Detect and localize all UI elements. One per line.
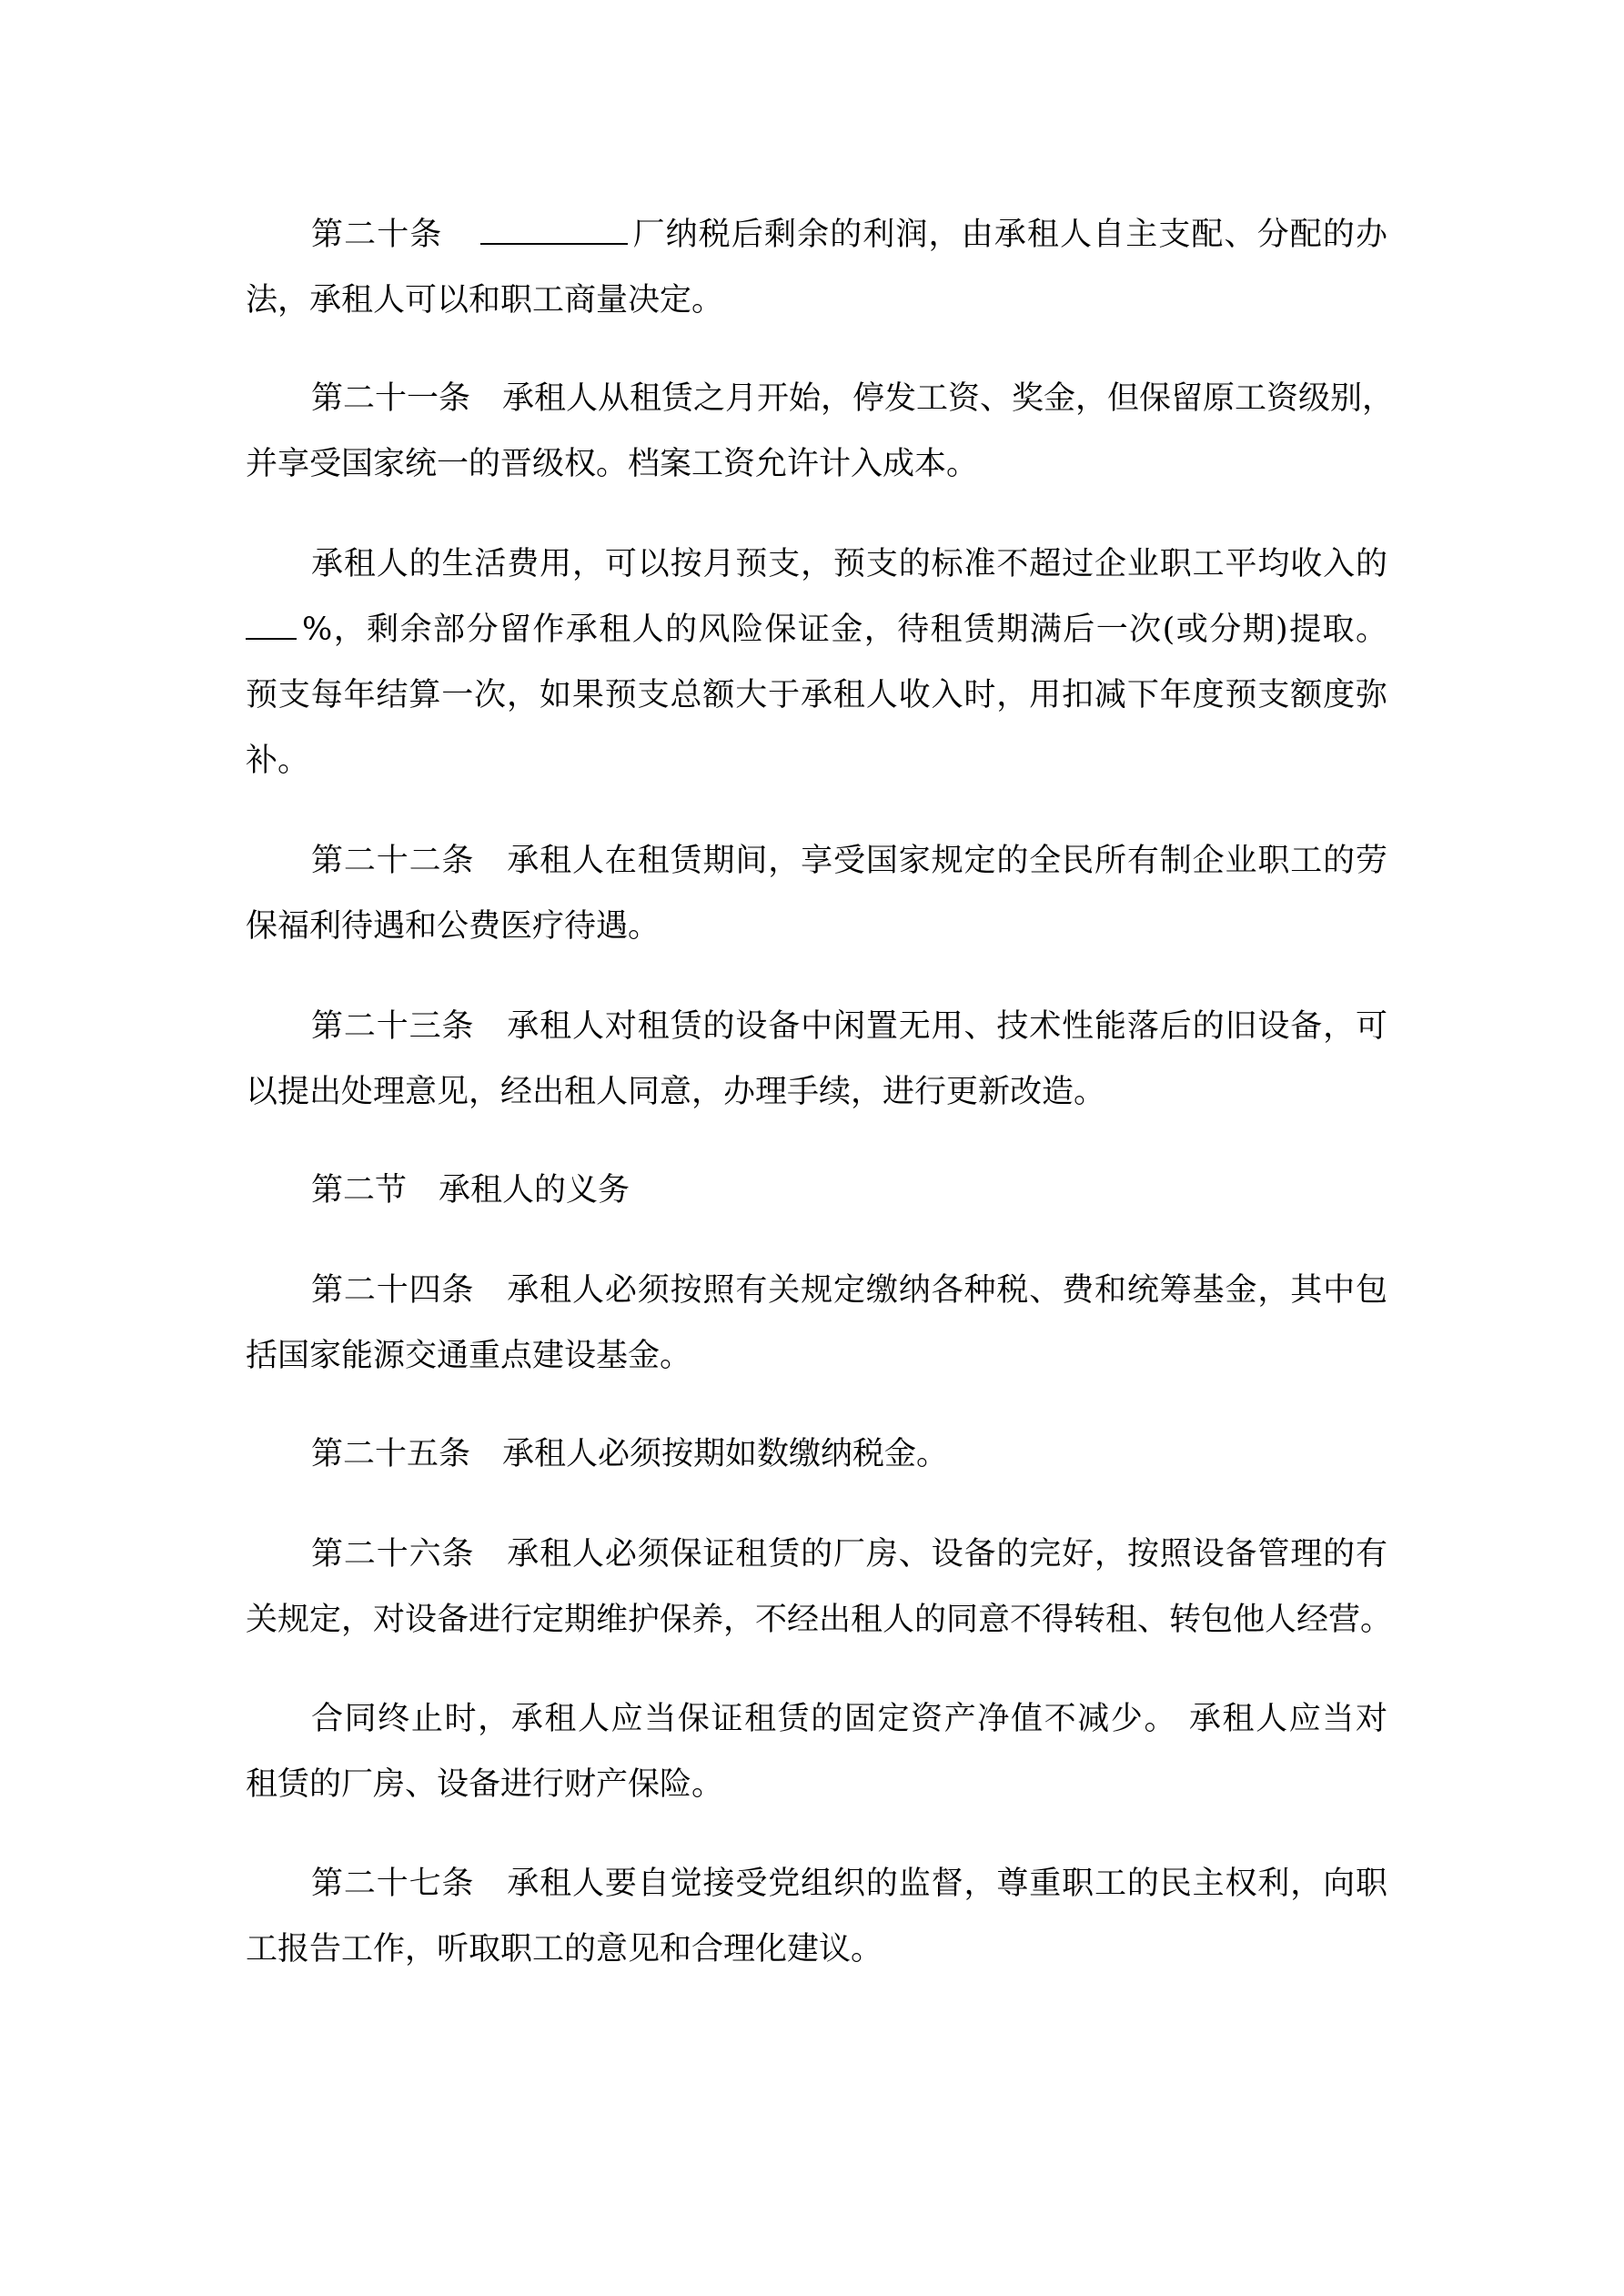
article-26-line-1: 第二十六条 承租人必须保证租赁的厂房、设备的完好，按照设备管理的有 [311, 1536, 1387, 1573]
article-23 [246, 994, 1387, 1125]
termination-line-1: 合同终止时，承租人应当保证租赁的固定资产净值不减少。 承租人应当对 [311, 1701, 1387, 1737]
living-cost-line-2: %，剩余部分留作承租人的风险保证金，待租赁期满后一次(或分期)提取。 [246, 597, 1387, 663]
article-25-line-1: 第二十五条 承租人必须按期如数缴纳税金。 [311, 1436, 949, 1472]
article-24-line-1: 第二十四条 承租人必须按照有关规定缴纳各种税、费和统筹基金，其中包 [311, 1272, 1387, 1309]
article-24-line-2: 括国家能源交通重点建设基金。 [246, 1338, 692, 1374]
section-2-heading [246, 1158, 1387, 1223]
factory-name-blank [480, 217, 628, 245]
article-22-line-2: 保福利待遇和公费医疗待遇。 [246, 908, 661, 945]
article-20-line-1: 第二十条 厂纳税后剩余的利润，由承租人自主支配、分配的办 [311, 217, 1387, 253]
article-21-line-2: 并享受国家统一的晋级权。档案工资允许计入成本。 [246, 446, 979, 482]
article-20-line-2: 法，承租人可以和职工商量决定。 [246, 282, 724, 319]
article-21 [246, 366, 1395, 497]
article-20 [246, 202, 1387, 333]
article-27-line-2: 工报告工作，听取职工的意见和合理化建议。 [246, 1931, 883, 1967]
section-2-title: 第二节 承租人的义务 [311, 1172, 630, 1209]
article-23-line-1: 第二十三条 承租人对租赁的设备中闲置无用、技术性能落后的旧设备，可 [311, 1008, 1387, 1045]
article-24 [246, 1258, 1387, 1389]
article-26 [246, 1522, 1393, 1653]
article-27 [246, 1851, 1387, 1982]
living-cost-paragraph [246, 531, 1387, 794]
article-21-line-1: 第二十一条 承租人从租赁之月开始，停发工资、奖金，但保留原工资级别， [311, 380, 1395, 417]
article-22 [246, 828, 1387, 959]
living-cost-line-4: 补。 [246, 743, 310, 779]
article-20-label: 第二十条 [311, 217, 443, 253]
article-22-line-1: 第二十二条 承租人在租赁期间，享受国家规定的全民所有制企业职工的劳 [311, 843, 1387, 879]
article-23-line-2: 以提出处理意见，经出租人同意，办理手续，进行更新改造。 [246, 1074, 1106, 1110]
termination-paragraph [246, 1686, 1387, 1817]
article-27-line-1: 第二十七条 承租人要自觉接受党组织的监督，尊重职工的民主权利，向职 [311, 1866, 1387, 1902]
percentage-blank [246, 612, 297, 640]
article-25 [246, 1421, 1387, 1487]
termination-line-2: 租赁的厂房、设备进行财产保险。 [246, 1766, 724, 1803]
article-26-line-2: 关规定，对设备进行定期维护保养，不经出租人的同意不得转租、转包他人经营。 [246, 1602, 1393, 1638]
living-cost-line-3: 预支每年结算一次，如果预支总额大于承租人收入时，用扣减下年度预支额度弥 [246, 677, 1387, 713]
living-cost-line-1: 承租人的生活费用，可以按月预支，预支的标准不超过企业职工平均收入的 [311, 546, 1387, 582]
